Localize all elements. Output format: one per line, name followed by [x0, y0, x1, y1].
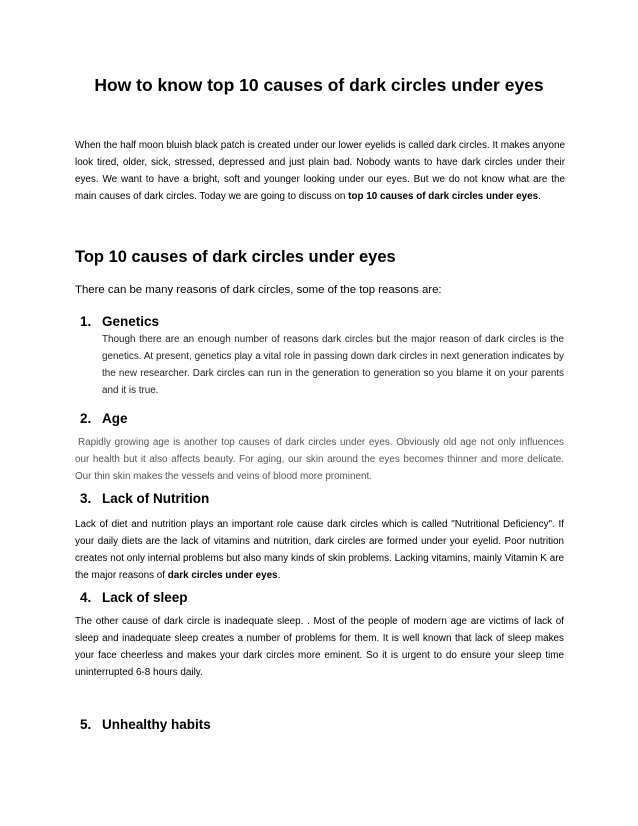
cause-title: Age	[102, 411, 128, 426]
cause-number: 1.	[80, 314, 92, 329]
cause-title: Lack of Nutrition	[102, 491, 210, 506]
cause-number: 3.	[80, 491, 92, 506]
nutrition-text: Lack of diet and nutrition plays an important role cause dark circles which is called "Nutritional Deficiency". If your daily diets are the lack of vitamins and nutrition, dark circles are formed under your eyelid. Poor nutrition creates not only internal problems but also many kinds of skin problems. Lacking vitamins, mainly Vitamin K are the major reasons of	[75, 519, 564, 581]
cause-heading-habits	[80, 717, 211, 732]
section-heading: Top 10 causes of dark circles under eyes	[75, 248, 396, 266]
intro-paragraph	[75, 137, 565, 205]
intro-bold-phrase: top 10 causes of dark circles under eyes	[348, 191, 539, 202]
cause-heading-age	[80, 411, 128, 426]
cause-text-age: Rapidly growing age is another top causes of dark circles under eyes. Obviously old age not only influences our health but it also affects beauty. For aging, our skin around the eyes becomes thinner and more delicate. Our thin skin makes the vessels and veins of blood more prominent.	[75, 437, 564, 482]
cause-number: 2.	[80, 411, 92, 426]
document-title: How to know top 10 causes of dark circles under eyes	[94, 75, 544, 95]
cause-title: Lack of sleep	[102, 590, 188, 605]
nutrition-bold-phrase: dark circles under eyes	[167, 570, 278, 581]
nutrition-end: .	[277, 570, 281, 581]
cause-title: Genetics	[102, 314, 160, 329]
cause-text-genetics: Though there are an enough number of reasons dark circles but the major reason of dark circles is the genetics. At present, genetics play a vital role in passing down dark circles in next generation indicates by the new researcher. Dark circles can run in the generation to generation so you blame it on your parents and it is true.	[102, 334, 564, 396]
cause-number: 5.	[80, 717, 92, 732]
cause-text-sleep: The other cause of dark circle is inadequate sleep. . Most of the people of modern age are victims of lack of sleep and inadequate sleep creates a number of problems for them. It is well known that lack of sleep makes your face cheerless and makes your dark circles more eminent. So it is urgent to do ensure your sleep time uninterrupted 6-8 hours daily.	[75, 616, 564, 678]
cause-heading-nutrition	[80, 491, 209, 506]
cause-heading-sleep	[80, 590, 188, 605]
intro-end: .	[538, 191, 541, 202]
cause-number: 4.	[80, 590, 92, 605]
cause-text-nutrition	[75, 516, 564, 584]
cause-title: Unhealthy habits	[102, 717, 211, 732]
cause-heading-genetics	[80, 314, 159, 329]
section-lead: There can be many reasons of dark circles, some of the top reasons are:	[75, 284, 442, 296]
intro-text: When the half moon bluish black patch is created under our lower eyelids is called dark circles. It makes anyone look tired, older, sick, stressed, depressed and just plain bad. Nobody wants to have dark circles under their eyes. We want to have a bright, soft and younger looking under our eyes. But we do not know what are the main causes of dark circles. Today we are going to discuss on	[75, 140, 565, 202]
